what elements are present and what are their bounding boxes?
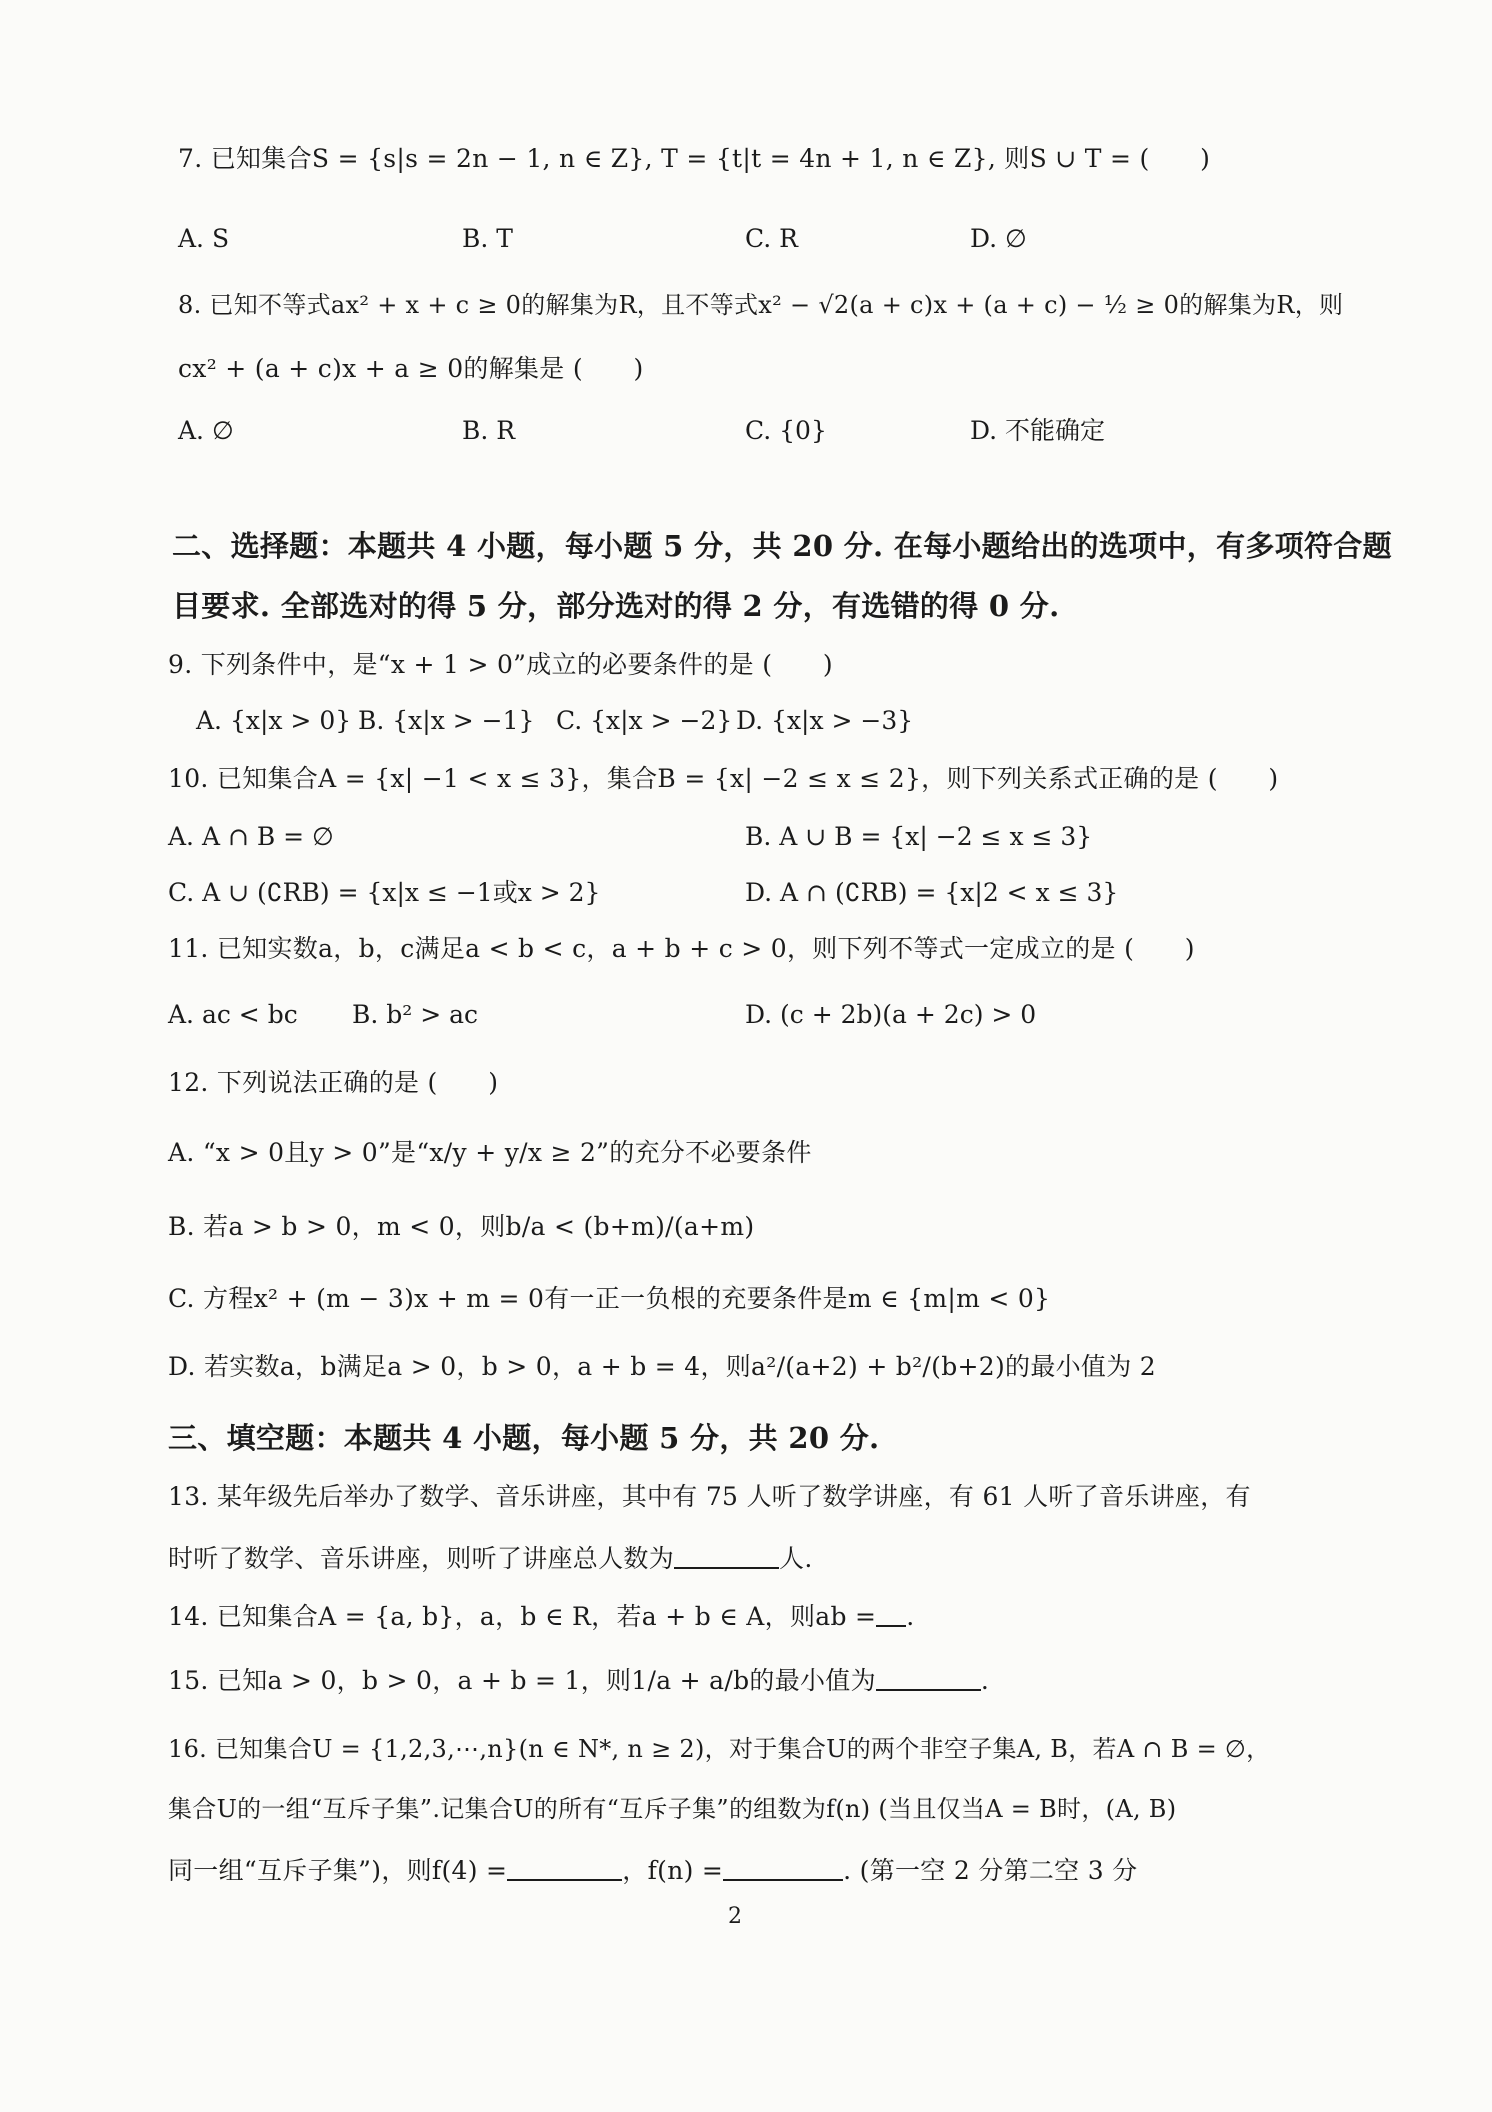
q10-option-a: A. A ∩ B = ∅: [168, 822, 334, 851]
q7-option-c: C. R: [745, 224, 798, 253]
q9-option-a: A. {x|x > 0}: [196, 706, 352, 735]
question-9-stem: 9. 下列条件中，是“x + 1 > 0”成立的必要条件的是 ( ): [168, 650, 833, 679]
q9-option-c: C. {x|x > −2}: [556, 706, 733, 735]
question-7-stem: 7. 已知集合S = {s|s = 2n − 1, n ∈ Z}, T = {t|t = 4n + 1, n ∈ Z}, 则S ∪ T = ( ): [178, 144, 1211, 173]
q8-option-c: C. {0}: [745, 416, 827, 445]
q8-option-d: D. 不能确定: [970, 416, 1106, 445]
q13-text-pre: 时听了数学、音乐讲座，则听了讲座总人数为: [168, 1544, 675, 1573]
q16-text-pre: 同一组“互斥子集”)，则f(4) =: [168, 1856, 508, 1885]
q15-text-pre: 15. 已知a > 0，b > 0，a + b = 1，则1/a + a/b的最小值为: [168, 1666, 876, 1695]
q12-option-c: C. 方程x² + (m − 3)x + m = 0有一正一负根的充要条件是m ∈ {m|m < 0}: [168, 1284, 1051, 1313]
q14-answer-blank[interactable]: [876, 1601, 906, 1627]
q7-option-d: D. ∅: [970, 224, 1027, 253]
q10-option-d: D. A ∩ (∁RB) = {x|2 < x ≤ 3}: [745, 878, 1119, 907]
q12-option-b: B. 若a > b > 0，m < 0，则b/a < (b+m)/(a+m): [168, 1212, 755, 1241]
question-8-stem-line2: cx² + (a + c)x + a ≥ 0的解集是 ( ): [178, 354, 644, 383]
page-number: 2: [728, 1904, 742, 1929]
question-12-stem: 12. 下列说法正确的是 ( ): [168, 1068, 499, 1097]
q11-option-b: B. b² > ac: [352, 1000, 479, 1029]
q16-answer-blank-1[interactable]: [507, 1855, 622, 1881]
q16-answer-blank-2[interactable]: [723, 1855, 843, 1881]
question-15: [168, 1664, 989, 1698]
question-8-stem-line1: 8. 已知不等式ax² + x + c ≥ 0的解集为R，且不等式x² − √2(a + c)x + (a + c) − ½ ≥ 0的解集为R，则: [178, 291, 1344, 319]
q7-option-b: B. T: [462, 224, 513, 253]
q10-option-b: B. A ∪ B = {x| −2 ≤ x ≤ 3}: [745, 822, 1093, 851]
q8-option-b: B. R: [462, 416, 516, 445]
q14-text-post: .: [906, 1602, 915, 1631]
q9-option-d: D. {x|x > −3}: [736, 706, 914, 735]
question-14: [168, 1600, 915, 1634]
question-16-line1: 16. 已知集合U = {1,2,3,⋯,n}(n ∈ N*, n ≥ 2)，对于集合U的两个非空子集A, B，若A ∩ B = ∅，: [168, 1735, 1271, 1763]
q10-option-c: C. A ∪ (∁RB) = {x|x ≤ −1或x > 2}: [168, 878, 601, 907]
q11-option-a: A. ac < bc: [168, 1000, 298, 1029]
q16-text-post: . (第一空 2 分第二空 3 分: [843, 1856, 1138, 1885]
question-11-stem: 11. 已知实数a，b，c满足a < b < c，a + b + c > 0，则下列不等式一定成立的是 ( ): [168, 934, 1195, 963]
section-2-instructions: 目要求. 全部选对的得 5 分，部分选对的得 2 分，有选错的得 0 分.: [172, 589, 1060, 623]
q16-text-mid: ，f(n) =: [622, 1856, 724, 1885]
section-3-heading: 三、填空题：本题共 4 小题，每小题 5 分，共 20 分.: [168, 1421, 880, 1455]
question-16-line2: 集合U的一组“互斥子集”.记集合U的所有“互斥子集”的组数为f(n) (当且仅当A = B时，(A, B): [168, 1795, 1177, 1823]
q7-option-a: A. S: [178, 224, 230, 253]
q15-text-post: .: [980, 1666, 990, 1695]
q11-option-d: D. (c + 2b)(a + 2c) > 0: [745, 1000, 1037, 1029]
question-10-stem: 10. 已知集合A = {x| −1 < x ≤ 3}，集合B = {x| −2 ≤ x ≤ 2}，则下列关系式正确的是 ( ): [168, 764, 1279, 793]
question-13-line2: [168, 1542, 813, 1576]
q12-option-d: D. 若实数a，b满足a > 0，b > 0，a + b = 4，则a²/(a+2) + b²/(b+2)的最小值为 2: [168, 1352, 1156, 1381]
q12-option-a: A. “x > 0且y > 0”是“x/y + y/x ≥ 2”的充分不必要条件: [168, 1138, 812, 1167]
q15-answer-blank[interactable]: [876, 1665, 981, 1691]
section-2-heading: 二、选择题：本题共 4 小题，每小题 5 分，共 20 分. 在每小题给出的选项中，有多项符合题: [172, 529, 1392, 563]
q14-text-pre: 14. 已知集合A = {a, b}，a，b ∈ R，若a + b ∈ A，则ab =: [168, 1602, 877, 1631]
question-16-line3: [168, 1854, 1138, 1888]
q13-text-post: 人.: [779, 1544, 813, 1573]
q8-option-a: A. ∅: [178, 416, 234, 445]
q9-option-b: B. {x|x > −1}: [358, 706, 535, 735]
q13-answer-blank[interactable]: [674, 1543, 779, 1569]
question-13-line1: 13. 某年级先后举办了数学、音乐讲座，其中有 75 人听了数学讲座，有 61 人听了音乐讲座，有: [168, 1482, 1251, 1511]
